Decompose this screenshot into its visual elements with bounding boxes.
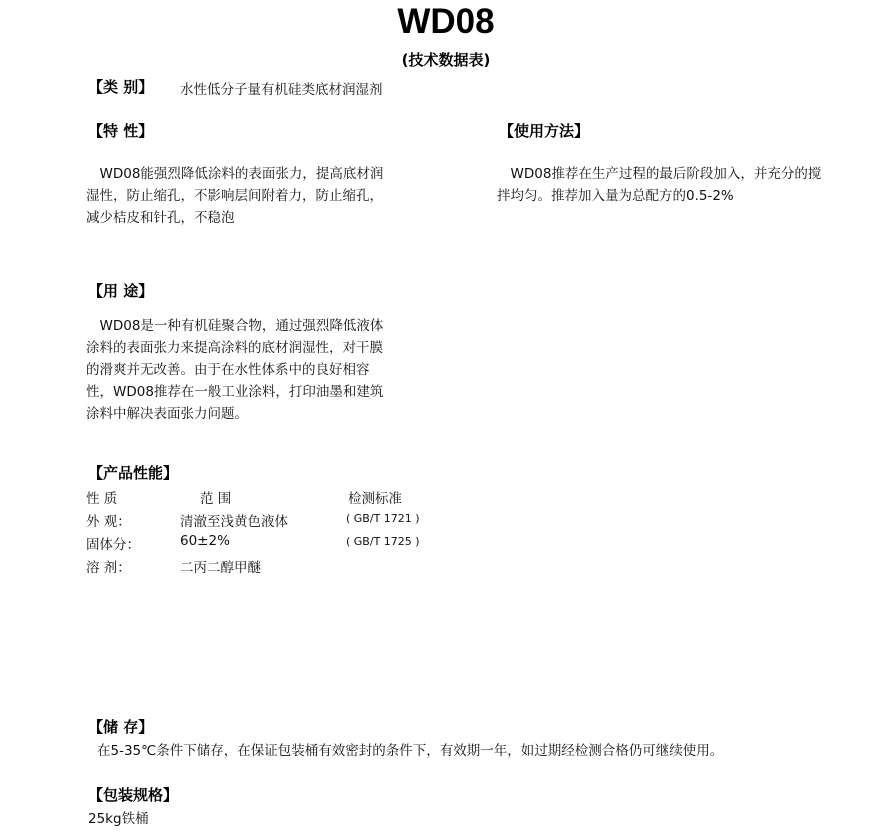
storage-text: 在5-35℃条件下储存，在保证包装桶有效密封的条件下，有效期一年，如过期经检测合格仍可继续使用。 — [97, 743, 724, 759]
column-header-standard: 检测标准 — [348, 491, 402, 507]
applications-line: 涂料的表面张力来提高涂料的底材润湿性，对干膜 — [86, 340, 383, 356]
applications-heading: 【用 途】 — [88, 282, 154, 300]
features-line: 减少桔皮和针孔，不稳泡 — [86, 210, 235, 226]
property-range: 二丙二醇甲醚 — [180, 560, 261, 576]
applications-text — [86, 315, 446, 425]
usage-method-line: 拌均匀。推荐加入量为总配方的0.5-2% — [497, 188, 734, 204]
product-title: WD08 — [397, 2, 495, 41]
usage-method-text — [497, 163, 877, 207]
property-name: 固体分： — [86, 537, 140, 553]
category-heading: 【类 别】 — [88, 78, 154, 96]
usage-method-heading: 【使用方法】 — [499, 122, 590, 140]
column-header-range: 范 围 — [200, 491, 232, 507]
property-name: 溶 剂： — [86, 560, 131, 576]
document-subtitle: (技术数据表) — [401, 51, 491, 69]
usage-method-line: WD08推荐在生产过程的最后阶段加入，并充分的搅 — [497, 166, 822, 182]
applications-line: 性，WD08推荐在一般工业涂料，打印油墨和建筑 — [86, 384, 384, 400]
applications-line: 涂料中解决表面张力问题。 — [86, 406, 248, 422]
applications-line: WD08是一种有机硅聚合物，通过强烈降低液体 — [86, 318, 384, 334]
features-text — [86, 163, 446, 229]
features-line: 湿性，防止缩孔，不影响层间附着力，防止缩孔， — [86, 188, 383, 204]
applications-line: 的滑爽并无改善。由于在水性体系中的良好相容 — [86, 362, 370, 378]
packaging-text: 25kg铁桶 — [88, 811, 149, 827]
category-value: 水性低分子量有机硅类底材润湿剂 — [180, 82, 383, 98]
features-heading: 【特 性】 — [88, 122, 154, 140]
property-range: 60±2% — [180, 533, 230, 549]
column-header-property: 性 质 — [86, 491, 118, 507]
property-standard: ( GB/T 1721 ) — [346, 512, 420, 525]
properties-heading: 【产品性能】 — [88, 464, 179, 482]
storage-heading: 【储 存】 — [88, 718, 154, 736]
property-range: 清澈至浅黄色液体 — [180, 514, 288, 530]
property-name: 外 观： — [86, 514, 131, 530]
features-line: WD08能强烈降低涂料的表面张力，提高底材润 — [86, 166, 384, 182]
packaging-heading: 【包装规格】 — [88, 786, 179, 804]
property-standard: ( GB/T 1725 ) — [346, 535, 420, 548]
